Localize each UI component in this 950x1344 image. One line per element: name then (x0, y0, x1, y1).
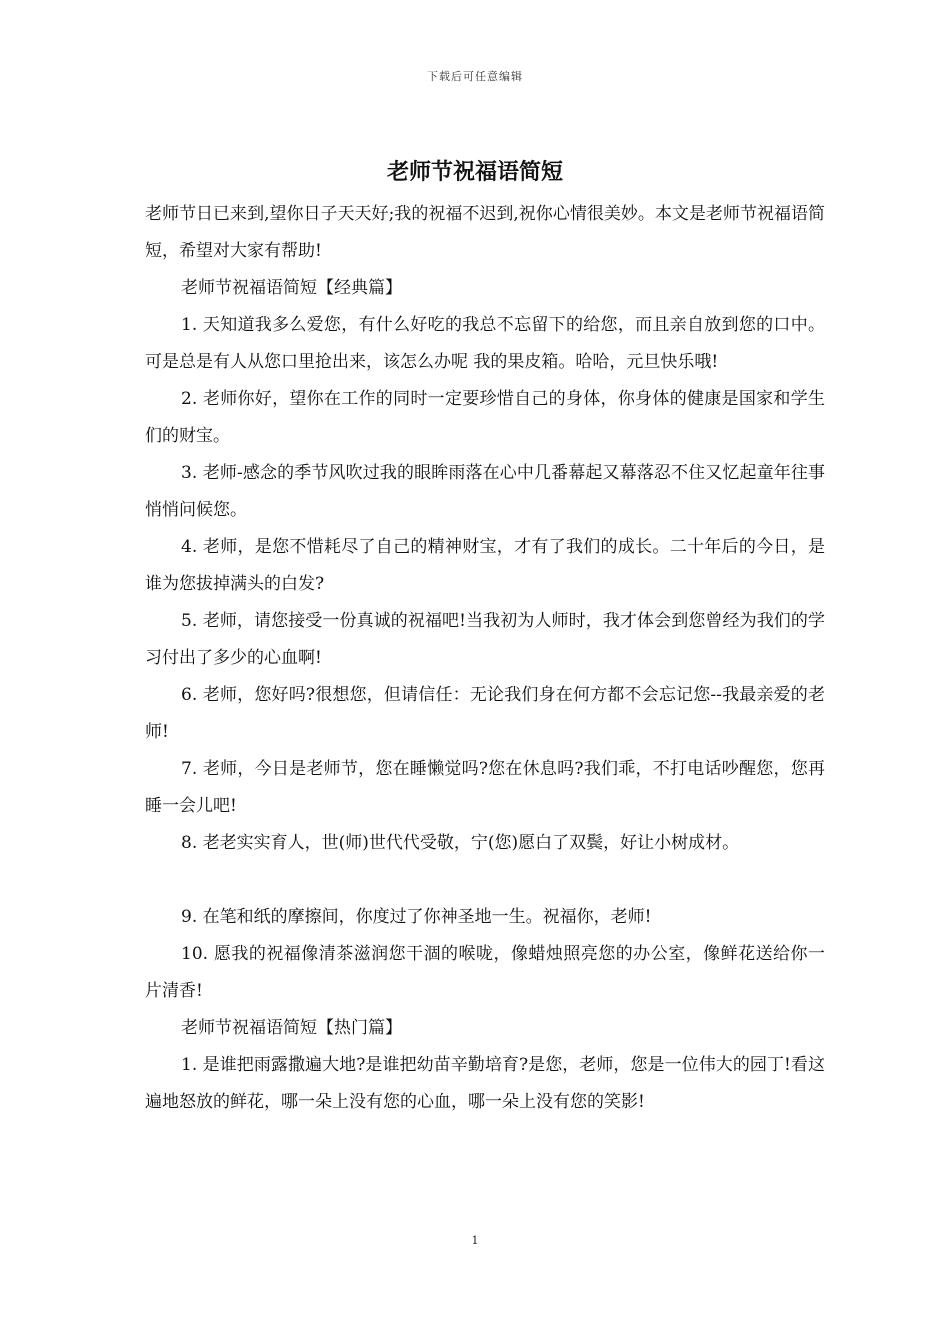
section-heading-classic: 老师节祝福语简短【经典篇】 (181, 278, 402, 298)
blessing-item: 5. 老师，请您接受一份真诚的祝福吧!当我初为人师时，我才体会到您曾经为我们的学习付出了多少的心血啊! (145, 611, 825, 668)
section-heading-popular: 老师节祝福语简短【热门篇】 (181, 1018, 402, 1038)
intro-paragraph: 老师节日已来到,望你日子天天好;我的祝福不迟到,祝你心情很美妙。本文是老师节祝福语简短，希望对大家有帮助! (145, 204, 825, 261)
blessing-item: 2. 老师你好，望你在工作的同时一定要珍惜自己的身体，你身体的健康是国家和学生们的财宝。 (145, 389, 825, 446)
blessing-item: 6. 老师，您好吗?很想您，但请信任：无论我们身在何方都不会忘记您--我最亲爱的老师! (145, 685, 825, 742)
blessing-item: 9. 在笔和纸的摩擦间，你度过了你神圣地一生。祝福你，老师! (181, 907, 652, 927)
blessing-item: 1. 天知道我多么爱您，有什么好吃的我总不忘留下的给您，而且亲自放到您的口中。可是总是有人从您口里抢出来，该怎么办呢 我的果皮箱。哈哈，元旦快乐哦! (145, 315, 825, 372)
header-note: 下载后可任意编辑 (427, 70, 523, 83)
document-title: 老师节祝福语简短 (386, 159, 563, 185)
page-number: 1 (471, 1234, 479, 1247)
paragraph-gap (145, 862, 825, 899)
document-body (145, 196, 825, 1121)
blessing-item: 4. 老师，是您不惜耗尽了自己的精神财宝，才有了我们的成长。二十年后的今日，是谁为您拔掉满头的白发? (145, 537, 825, 594)
blessing-item: 8. 老老实实育人，世(师)世代代受敬，宁(您)愿白了双鬓，好让小树成材。 (181, 833, 740, 853)
blessing-item: 10. 愿我的祝福像清茶滋润您干涸的喉咙，像蜡烛照亮您的办公室，像鲜花送给你一片清香! (145, 944, 825, 1001)
blessing-item: 1. 是谁把雨露撒遍大地?是谁把幼苗辛勤培育?是您，老师，您是一位伟大的园丁!看这遍地怒放的鲜花，哪一朵上没有您的心血，哪一朵上没有您的笑影! (145, 1055, 825, 1112)
blessing-item: 7. 老师，今日是老师节，您在睡懒觉吗?您在休息吗?我们乖，不打电话吵醒您，您再睡一会儿吧! (145, 759, 825, 816)
blessing-item: 3. 老师-感念的季节风吹过我的眼眸雨落在心中几番幕起又幕落忍不住又忆起童年往事悄悄问候您。 (145, 463, 825, 520)
